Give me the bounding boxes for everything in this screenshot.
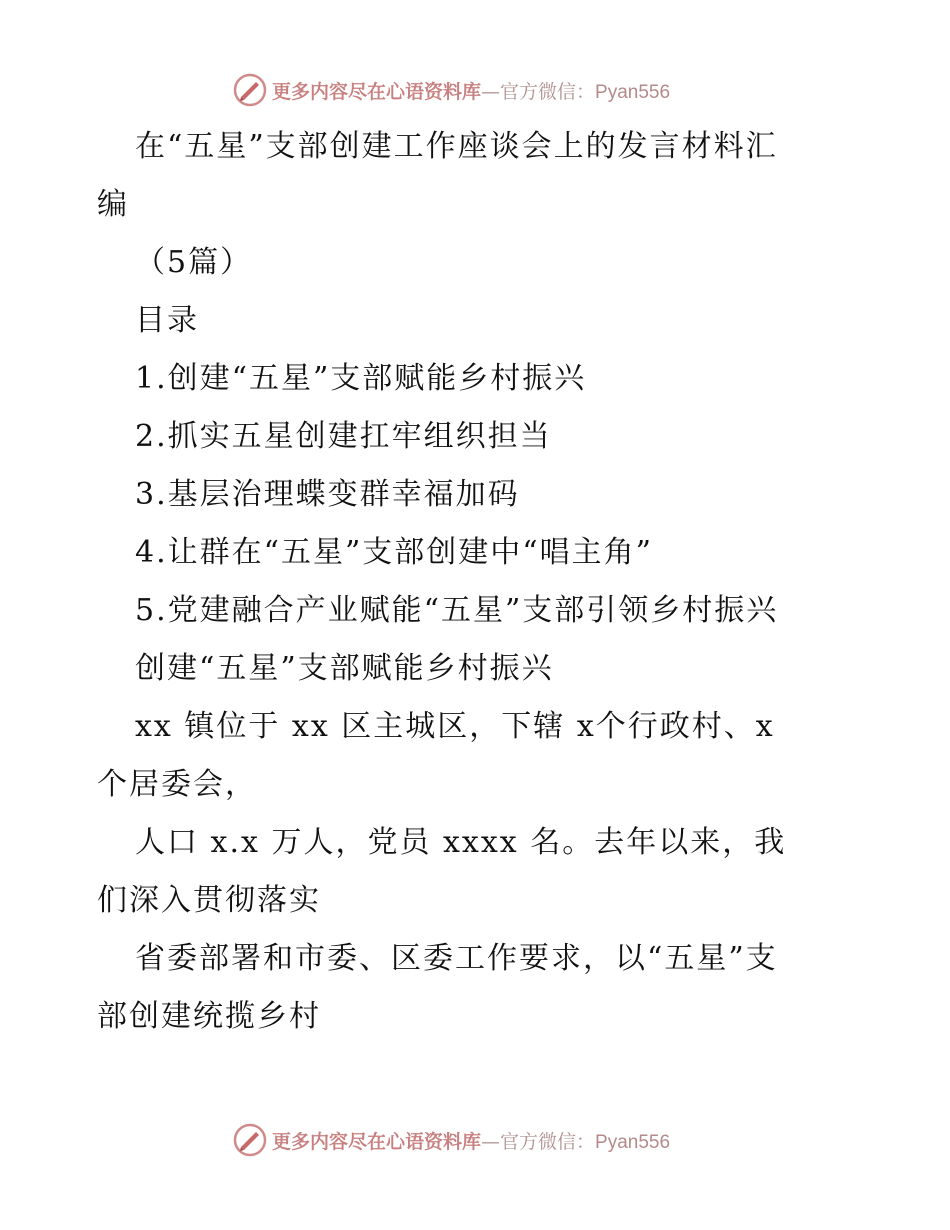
banner-wechat-label: 官方微信： [500,1130,596,1153]
paragraph-line: xx 镇位于 xx 区主城区，下辖 x个行政村、x [135,709,775,744]
footer-banner-text [272,1127,670,1154]
header-banner-text [272,77,670,104]
document-title-line-1: 在“五星”支部创建工作座谈会上的发言材料汇 [135,129,778,164]
header-banner [232,70,752,110]
document-title-line-2: 编 [97,187,129,222]
toc-item: 1.创建“五星”支部赋能乡村振兴 [135,361,587,396]
banner-brand: 更多内容尽在心语资料库 [272,80,482,103]
toc-item: 4.让群在“五星”支部创建中“唱主角” [135,535,653,570]
document-body [97,118,857,1046]
banner-brand: 更多内容尽在心语资料库 [272,1130,482,1153]
pen-logo-icon [232,1122,268,1158]
toc-item: 5.党建融合产业赋能“五星”支部引领乡村振兴 [135,593,779,628]
footer-banner [232,1120,752,1160]
banner-separator: — [481,1130,501,1153]
toc-item: 3.基层治理蝶变群幸福加码 [135,477,520,512]
pen-logo-icon [232,72,268,108]
paragraph-line: 们深入贯彻落实 [97,883,321,918]
banner-separator: — [481,80,501,103]
paragraph-line: 个居委会， [97,767,257,802]
paragraph-line: 部创建统揽乡村 [97,999,321,1034]
banner-wechat-id: Pyan556 [595,81,671,103]
banner-wechat-id: Pyan556 [595,1131,671,1153]
banner-wechat-label: 官方微信： [500,80,596,103]
paragraph-line: 省委部署和市委、区委工作要求，以“五星”支 [135,941,778,976]
document-count: （5篇） [135,245,253,280]
paragraph-line: 人口 x.x 万人，党员 xxxx 名。去年以来，我 [135,825,787,860]
section-title: 创建“五星”支部赋能乡村振兴 [135,651,554,686]
toc-item: 2.抓实五星创建扛牢组织担当 [135,419,552,454]
toc-heading: 目录 [135,303,199,338]
